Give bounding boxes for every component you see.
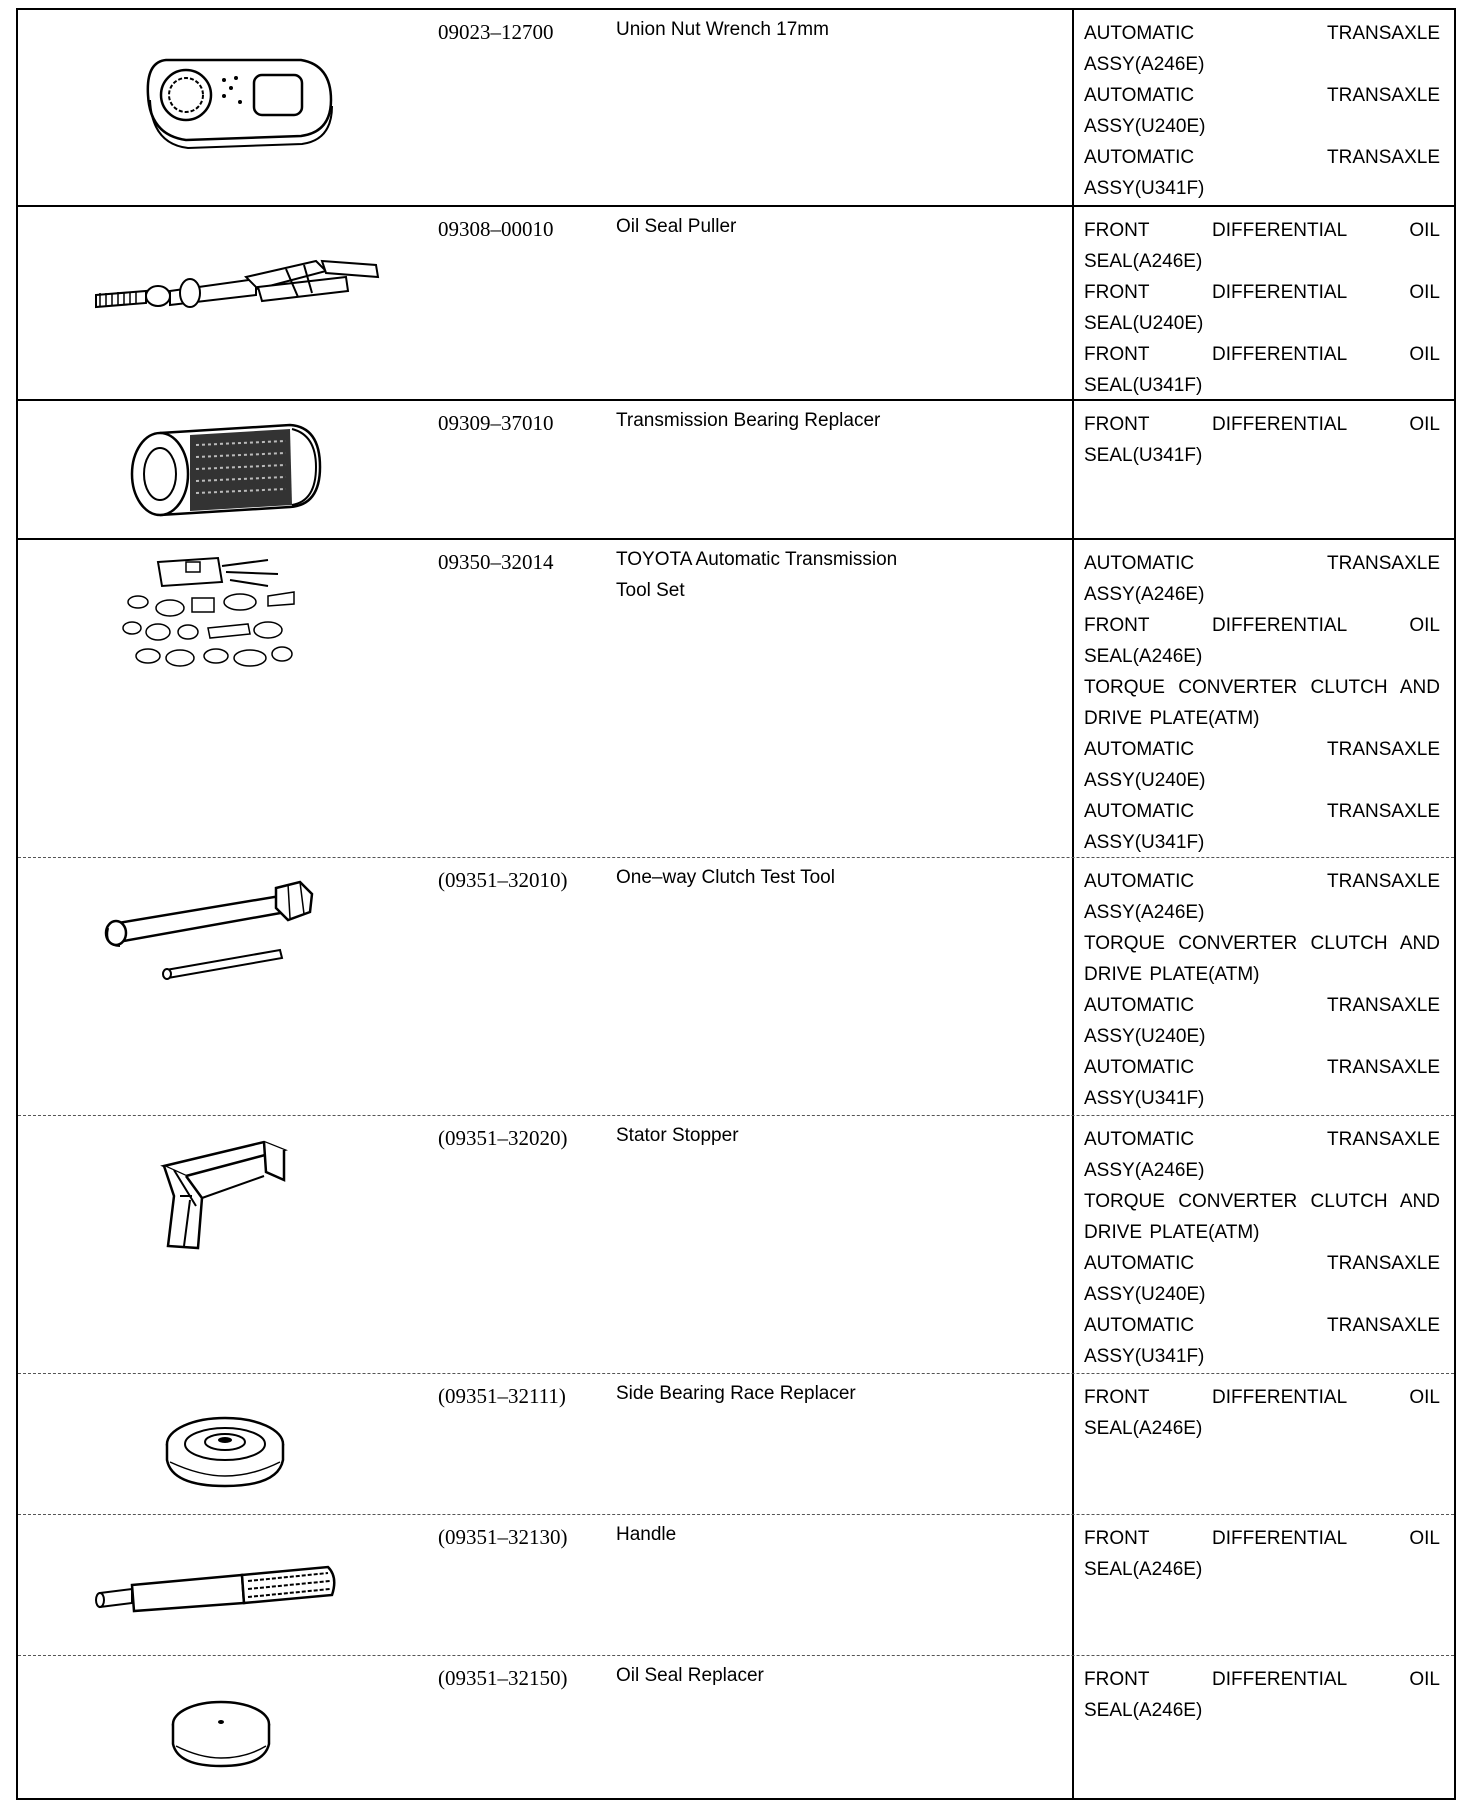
handle-illustration: [18, 1515, 428, 1655]
usage-item: AUTOMATIC TRANSAXLE ASSY(U240E): [1084, 85, 1440, 137]
usage-cell: [1072, 858, 1454, 1115]
bearing-replacer-icon: [120, 415, 330, 525]
usage-cell: [1072, 207, 1454, 399]
usage-cell: [1072, 1374, 1454, 1514]
tool-name: Oil Seal Replacer: [616, 1665, 764, 1686]
tool-name: One–way Clutch Test Tool: [616, 867, 835, 888]
usage-item: AUTOMATIC TRANSAXLE ASSY(U240E): [1084, 739, 1440, 791]
usage-item: TORQUE CONVERTER CLUTCH AND DRIVE PLATE(ATM): [1084, 1191, 1440, 1243]
part-number: 09350–32014: [438, 550, 554, 574]
usage-item: FRONT DIFFERENTIAL OIL SEAL(A246E): [1084, 615, 1440, 667]
oil-seal-replacer-icon: [166, 1692, 276, 1782]
usage-item: FRONT DIFFERENTIAL OIL SEAL(A246E): [1084, 1669, 1440, 1721]
part-number: (09351–32111): [438, 1384, 566, 1408]
table-row: [18, 10, 1454, 207]
tool-name: Transmission Bearing Replacer: [616, 410, 881, 431]
usage-item: AUTOMATIC TRANSAXLE ASSY(A246E): [1084, 553, 1440, 605]
usage-item: AUTOMATIC TRANSAXLE ASSY(U341F): [1084, 147, 1440, 199]
part-number: 09308–00010: [438, 217, 554, 241]
usage-item: FRONT DIFFERENTIAL OIL SEAL(A246E): [1084, 1387, 1440, 1439]
usage-cell: [1072, 1656, 1454, 1798]
usage-item: AUTOMATIC TRANSAXLE ASSY(U240E): [1084, 1253, 1440, 1305]
usage-item: AUTOMATIC TRANSAXLE ASSY(U240E): [1084, 995, 1440, 1047]
usage-cell: [1072, 1116, 1454, 1373]
special-service-tools-table: [16, 8, 1456, 1800]
table-row: [18, 1515, 1454, 1656]
oil-seal-replacer-illustration: [18, 1656, 428, 1798]
usage-item: FRONT DIFFERENTIAL OIL SEAL(U240E): [1084, 282, 1440, 334]
usage-item: FRONT DIFFERENTIAL OIL SEAL(U341F): [1084, 414, 1440, 466]
tool-name: TOYOTA Automatic Transmission Tool Set: [616, 549, 898, 601]
usage-item: AUTOMATIC TRANSAXLE ASSY(A246E): [1084, 871, 1440, 923]
tool-name: Side Bearing Race Replacer: [616, 1383, 856, 1404]
clutch-test-tool-icon: [100, 872, 320, 992]
bearing-replacer-illustration: [18, 401, 428, 538]
usage-item: TORQUE CONVERTER CLUTCH AND DRIVE PLATE(ATM): [1084, 677, 1440, 729]
part-number: 09023–12700: [438, 20, 554, 44]
usage-cell: [1072, 1515, 1454, 1655]
usage-item: AUTOMATIC TRANSAXLE ASSY(U341F): [1084, 801, 1440, 853]
part-number: (09351–32130): [438, 1525, 568, 1549]
table-row: [18, 207, 1454, 401]
usage-item: AUTOMATIC TRANSAXLE ASSY(U341F): [1084, 1057, 1440, 1109]
tool-name: Oil Seal Puller: [616, 216, 737, 237]
part-number: (09351–32020): [438, 1126, 568, 1150]
usage-item: FRONT DIFFERENTIAL OIL SEAL(U341F): [1084, 344, 1440, 396]
tool-name: Handle: [616, 1524, 677, 1545]
usage-item: AUTOMATIC TRANSAXLE ASSY(A246E): [1084, 1129, 1440, 1181]
usage-item: FRONT DIFFERENTIAL OIL SEAL(A246E): [1084, 220, 1440, 272]
oil-seal-puller-icon: [86, 247, 386, 327]
table-row: [18, 1374, 1454, 1515]
usage-item: FRONT DIFFERENTIAL OIL SEAL(A246E): [1084, 1528, 1440, 1580]
tool-name: Union Nut Wrench 17mm: [616, 19, 829, 40]
usage-cell: [1072, 10, 1454, 205]
race-replacer-illustration: [18, 1374, 428, 1514]
table-row: [18, 858, 1454, 1116]
race-replacer-icon: [160, 1404, 290, 1494]
union-nut-wrench-icon: [136, 40, 336, 160]
tool-set-illustration: [18, 540, 428, 857]
table-row: [18, 1656, 1454, 1798]
handle-icon: [92, 1563, 342, 1623]
part-number: (09351–32150): [438, 1666, 568, 1690]
table-row: [18, 401, 1454, 540]
usage-item: AUTOMATIC TRANSAXLE ASSY(A246E): [1084, 23, 1440, 75]
tool-name: Stator Stopper: [616, 1125, 739, 1146]
usage-cell: [1072, 401, 1454, 538]
table-row: [18, 1116, 1454, 1374]
usage-item: TORQUE CONVERTER CLUTCH AND DRIVE PLATE(ATM): [1084, 933, 1440, 985]
tool-set-icon: [118, 552, 298, 672]
usage-cell: [1072, 540, 1454, 857]
oil-seal-puller-illustration: [18, 207, 428, 399]
stator-stopper-illustration: [18, 1116, 428, 1373]
clutch-test-tool-illustration: [18, 858, 428, 1115]
part-number: (09351–32010): [438, 868, 568, 892]
union-nut-wrench-illustration: [18, 10, 428, 205]
table-row: [18, 540, 1454, 858]
usage-item: AUTOMATIC TRANSAXLE ASSY(U341F): [1084, 1315, 1440, 1367]
stator-stopper-icon: [144, 1136, 304, 1256]
part-number: 09309–37010: [438, 411, 554, 435]
